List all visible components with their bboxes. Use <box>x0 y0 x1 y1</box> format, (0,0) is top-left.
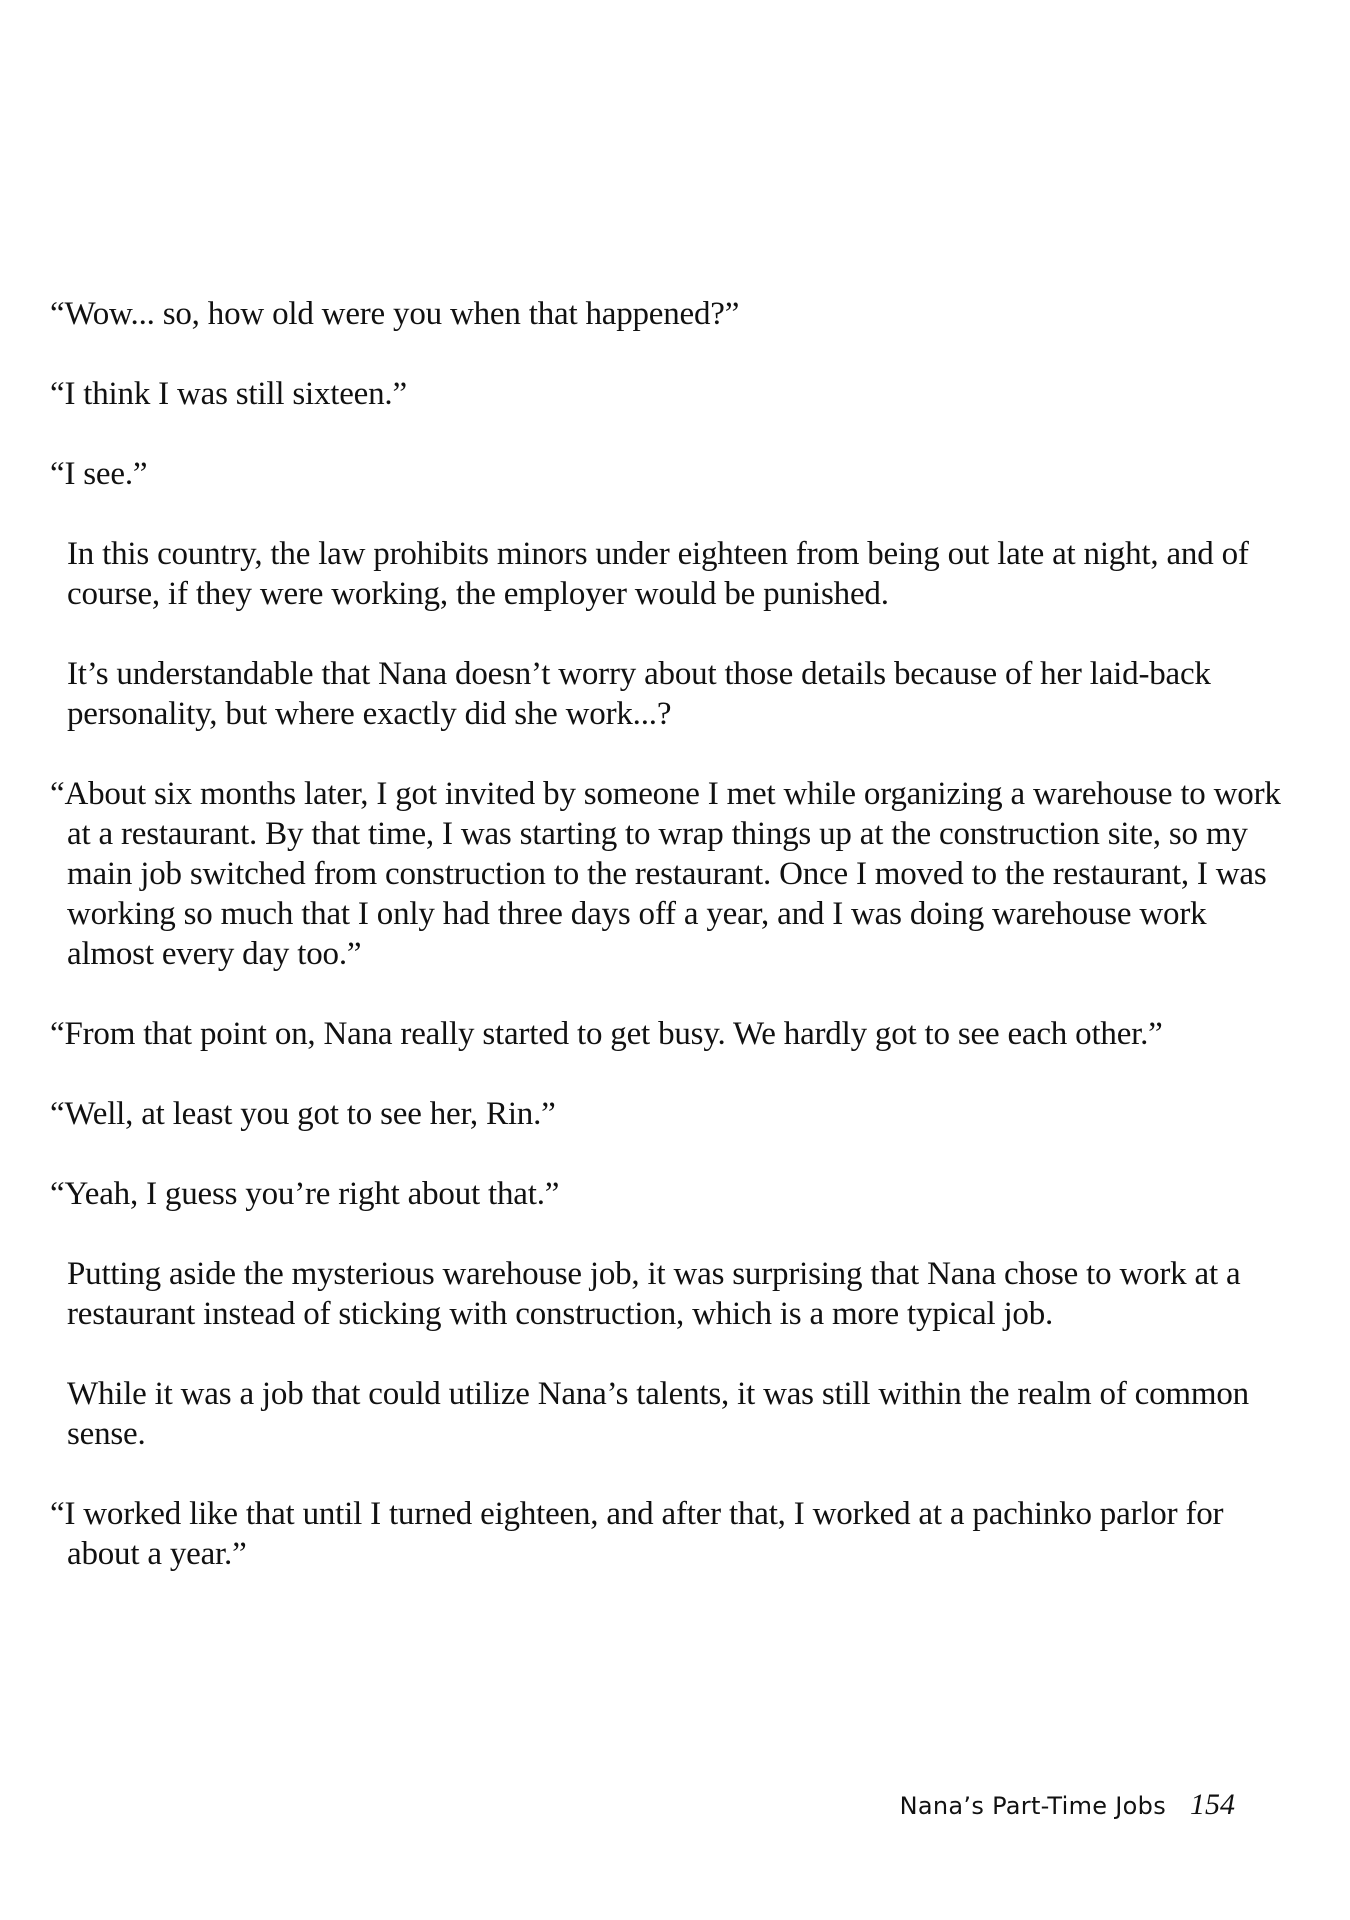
dialogue-paragraph: “About six months later, I got invited by someone I met while organizing a warehouse to work at a restaurant. By that time, I was starting to wrap things up at the construction site, so my main job switched from construction to the restaurant. Once I moved to the restaurant, I was working so much that I only had three days off a year, and I was doing warehouse work almost every day too.” <box>50 776 1281 972</box>
running-title: Nana’s Part-Time Jobs <box>899 1792 1166 1820</box>
dialogue-paragraph: “From that point on, Nana really started to get busy. We hardly got to see each other.” <box>50 1016 1163 1052</box>
dialogue-paragraph: “Wow... so, how old were you when that happened?” <box>50 296 740 332</box>
dialogue-paragraph: “I see.” <box>50 456 148 492</box>
dialogue-paragraph: “I worked like that until I turned eighteen, and after that, I worked at a pachinko parlor for about a year.” <box>50 1496 1224 1572</box>
narration-paragraph: Putting aside the mysterious warehouse job, it was surprising that Nana chose to work at a restaurant instead of sticking with construction, which is a more typical job. <box>67 1256 1241 1332</box>
narration-paragraph: It’s understandable that Nana doesn’t worry about those details because of her laid-back personality, but where exactly did she work...? <box>67 656 1211 732</box>
dialogue-paragraph: “Yeah, I guess you’re right about that.” <box>50 1176 560 1212</box>
page-footer <box>0 1788 1235 1822</box>
narration-paragraph: In this country, the law prohibits minors under eighteen from being out late at night, and of course, if they were working, the employer would be punished. <box>67 536 1249 612</box>
page-text <box>50 294 1300 1614</box>
page-number: 154 <box>1190 1788 1235 1821</box>
dialogue-paragraph: “Well, at least you got to see her, Rin.” <box>50 1096 556 1132</box>
dialogue-paragraph: “I think I was still sixteen.” <box>50 376 407 412</box>
narration-paragraph: While it was a job that could utilize Nana’s talents, it was still within the realm of common sense. <box>67 1376 1249 1452</box>
